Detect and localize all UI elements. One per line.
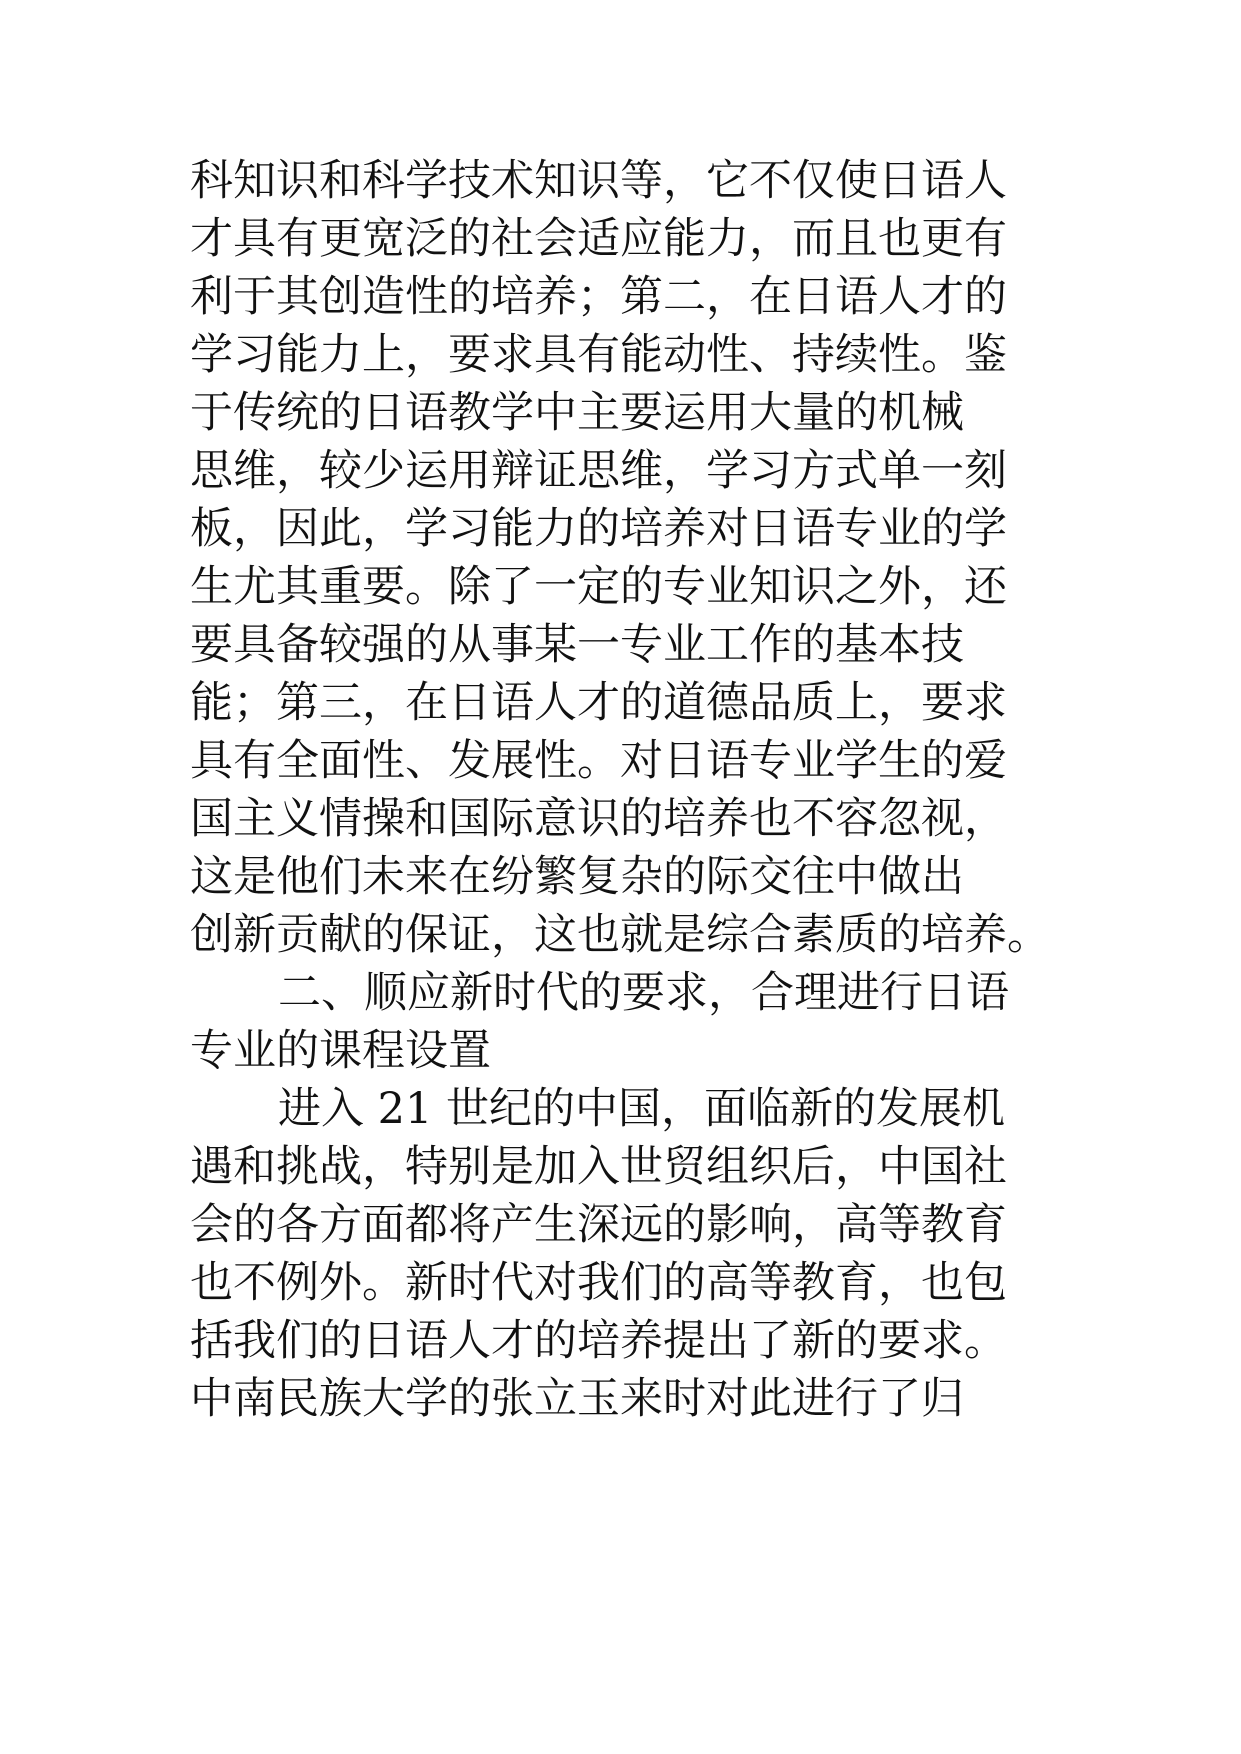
text-line: 括我们的日语人才的培养提出了新的要求。 bbox=[190, 1316, 1007, 1366]
text-line: 要具备较强的从事某一专业工作的基本技 bbox=[190, 620, 964, 670]
text-line: 于传统的日语教学中主要运用大量的机械 bbox=[190, 388, 964, 438]
text-line: 板，因此，学习能力的培养对日语专业的学 bbox=[190, 504, 1007, 554]
text-line: 这是他们未来在纷繁复杂的际交往中做出 bbox=[190, 852, 964, 902]
text-line: 利于其创造性的培养；第二，在日语人才的 bbox=[190, 272, 1007, 322]
text-line: 也不例外。新时代对我们的高等教育，也包 bbox=[190, 1258, 1007, 1308]
text-line: 生尤其重要。除了一定的专业知识之外，还 bbox=[190, 562, 1007, 612]
text-line: 具有全面性、发展性。对日语专业学生的爱 bbox=[190, 736, 1007, 786]
text-line: 科知识和科学技术知识等，它不仅使日语人 bbox=[190, 156, 1007, 206]
text-line: 学习能力上，要求具有能动性、持续性。鉴 bbox=[190, 330, 1007, 380]
text-line: 才具有更宽泛的社会适应能力，而且也更有 bbox=[190, 214, 1007, 264]
text-line: 中南民族大学的张立玉来时对此进行了归 bbox=[190, 1374, 964, 1424]
text-line: 进入 21 世纪的中国，面临新的发展机 bbox=[278, 1084, 1006, 1134]
text-line: 遇和挑战，特别是加入世贸组织后，中国社 bbox=[190, 1142, 1007, 1192]
text-line: 国主义情操和国际意识的培养也不容忽视， bbox=[190, 794, 1007, 844]
section-heading-line: 专业的课程设置 bbox=[190, 1026, 491, 1076]
text-line: 思维，较少运用辩证思维，学习方式单一刻 bbox=[190, 446, 1007, 496]
text-line: 能；第三，在日语人才的道德品质上，要求 bbox=[190, 678, 1007, 728]
section-heading-line: 二、顺应新时代的要求，合理进行日语 bbox=[278, 968, 1009, 1018]
text-line: 创新贡献的保证，这也就是综合素质的培养。 bbox=[190, 910, 1050, 960]
text-line: 会的各方面都将产生深远的影响，高等教育 bbox=[190, 1200, 1007, 1250]
body-text bbox=[190, 152, 1090, 1428]
